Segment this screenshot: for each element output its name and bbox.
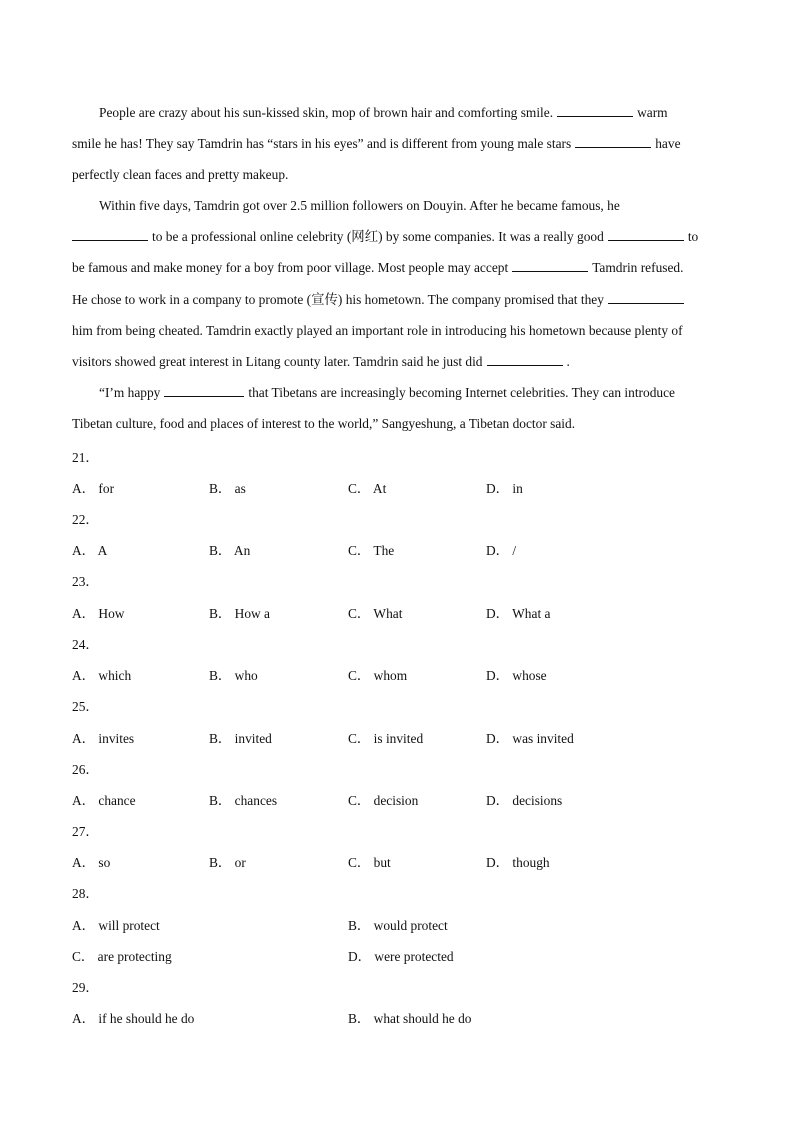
question-number: 22． [72,512,99,527]
passage-line [72,221,722,252]
option-c[interactable]: C． are protecting [72,949,172,964]
option-d[interactable]: D． decisions [486,793,563,808]
passage-paragraph-2 [72,190,722,377]
passage-line [72,159,722,190]
question-number: 29． [72,980,99,995]
passage-line [72,190,722,221]
option-b[interactable]: B． chances [209,793,278,808]
passage-text: People are crazy about his sun-kissed skin, mop of brown hair and comforting smile. [99,105,554,120]
option-d[interactable]: D． What a [486,606,551,621]
question-options [72,665,722,685]
option-a[interactable]: A． invites [72,731,135,746]
option-a[interactable]: A． will protect [72,918,160,933]
passage-text: Tibetan culture, food and places of interest to the world,” Sangyeshung, a Tibetan doctor said. [72,416,576,432]
answer-blank [512,259,588,272]
question-number: 25． [72,699,99,714]
option-c[interactable]: C． At [348,481,387,496]
passage-text: have [655,136,681,152]
answer-blank [608,291,684,304]
option-b[interactable]: B． How a [209,606,270,621]
option-d[interactable]: D． were protected [348,949,454,964]
passage-paragraph-3 [72,377,722,439]
question-options [72,1008,722,1028]
question-number: 24． [72,637,99,652]
option-b[interactable]: B． would protect [348,918,448,933]
question-options [72,946,722,966]
option-d[interactable]: D． / [486,543,517,558]
passage-text: warm [637,105,668,120]
option-a[interactable]: A． How [72,606,125,621]
option-c[interactable]: C． decision [348,793,419,808]
option-c[interactable]: C． is invited [348,731,424,746]
option-b[interactable]: B． An [209,543,251,558]
passage-text: visitors showed great interest in Litang county later. Tamdrin said he just did [72,353,483,369]
passage-line [72,346,722,377]
passage-text: Tamdrin refused. [592,260,684,276]
passage-text: perfectly clean faces and pretty makeup. [72,167,289,183]
passage-line [72,97,722,128]
answer-blank [164,384,244,397]
passage-line [72,252,722,283]
option-a[interactable]: A． chance [72,793,136,808]
option-b[interactable]: B． as [209,481,246,496]
option-b[interactable]: B． or [209,855,246,870]
option-c[interactable]: C． whom [348,668,408,683]
passage-line [72,408,722,439]
passage-text: He chose to work in a company to promote (宣传) his hometown. The company promised that they [72,291,604,307]
passage-line [72,284,722,315]
option-a[interactable]: A． A [72,543,108,558]
option-d[interactable]: D． was invited [486,731,574,746]
answer-blank [72,228,148,241]
passage-text: “I’m happy [99,385,161,400]
question-options [72,852,722,872]
option-a[interactable]: A． if he should he do [72,1011,195,1026]
question-options [72,603,722,623]
option-a[interactable]: A． for [72,481,115,496]
question-options [72,728,722,748]
passage-line [72,128,722,159]
passage-text: . [566,353,570,369]
option-c[interactable]: C． What [348,606,403,621]
passage-text: smile he has! They say Tamdrin has “stars in his eyes” and is different from young male stars [72,136,572,152]
question-number: 27． [72,824,99,839]
passage-line [72,377,722,408]
option-d[interactable]: D． though [486,855,550,870]
question-number: 26． [72,762,99,777]
passage-text: to be a professional online celebrity (网红) by some companies. It was a really good [152,229,604,245]
question-options [72,540,722,560]
answer-blank [575,135,651,148]
question-number: 28． [72,886,99,901]
passage-text: Within five days, Tamdrin got over 2.5 million followers on Douyin. After he became famous, he [99,198,620,213]
option-c[interactable]: C． but [348,855,391,870]
answer-blank [608,228,684,241]
answer-blank [557,104,633,117]
option-d[interactable]: D． whose [486,668,547,683]
option-a[interactable]: A． which [72,668,132,683]
option-c[interactable]: C． The [348,543,395,558]
passage-line [72,315,722,346]
question-options [72,915,722,935]
option-d[interactable]: D． in [486,481,523,496]
passage-text: him from being cheated. Tamdrin exactly played an important role in introducing his hometown because plenty of [72,322,683,338]
option-a[interactable]: A． so [72,855,111,870]
passage-text: be famous and make money for a boy from poor village. Most people may accept [72,260,509,276]
question-number: 23． [72,574,99,589]
passage-text: that Tibetans are increasingly becoming Internet celebrities. They can introduce [248,385,675,400]
answer-blank [487,353,563,366]
passage-text: to [687,229,699,245]
option-b[interactable]: B． who [209,668,258,683]
option-b[interactable]: B． invited [209,731,272,746]
option-b[interactable]: B． what should he do [348,1011,472,1026]
question-options [72,478,722,498]
question-options [72,790,722,810]
passage-paragraph-1 [72,97,722,191]
question-number: 21． [72,450,99,465]
